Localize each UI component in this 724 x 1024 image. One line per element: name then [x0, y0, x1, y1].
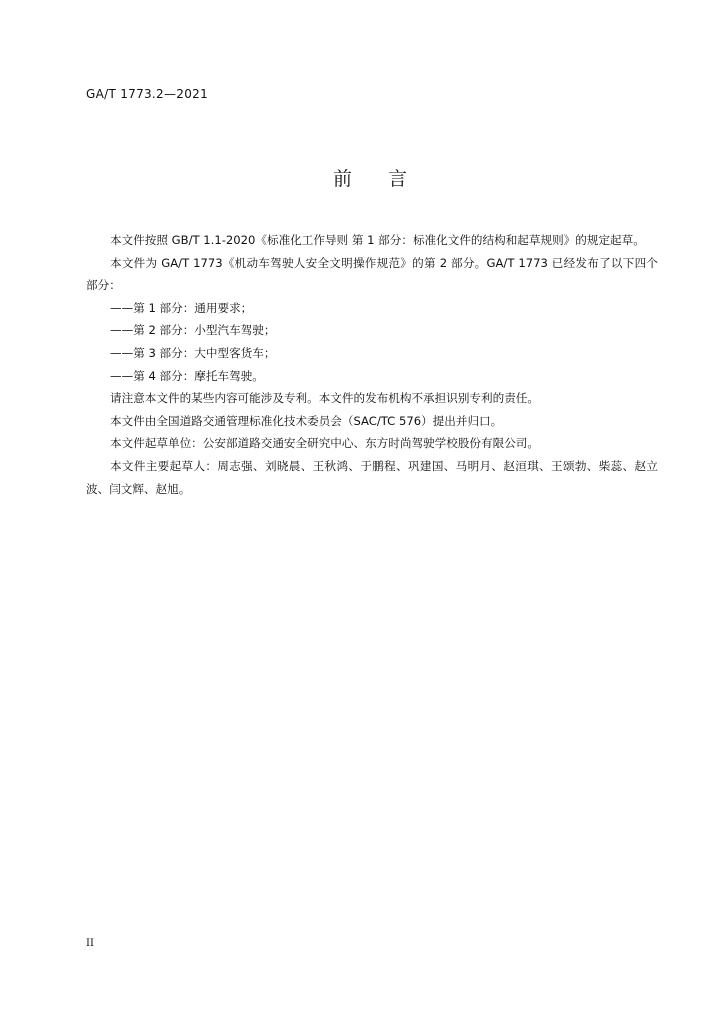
document-code-header: GA/T 1773.2—2021: [86, 87, 209, 101]
list-item-part-3: ——第 3 部分：大中型客货车；: [110, 345, 276, 360]
list-item-part-4: ——第 4 部分：摩托车驾驶。: [110, 368, 264, 383]
paragraph-drafting-units: 本文件起草单位：公安部道路交通安全研究中心、东方时尚驾驶学校股份有限公司。: [110, 436, 539, 451]
paragraph-series-intro: 本文件为 GA/T 1773《机动车驾驶人安全文明操作规范》的第 2 部分。GA/T 1773 已经发布了以下四个部分：: [86, 255, 658, 293]
list-item-part-1: ——第 1 部分：通用要求；: [110, 300, 253, 315]
paragraph-drafting-rules: 本文件按照 GB/T 1.1-2020《标准化工作导则 第 1 部分：标准化文件的结构和起草规则》的规定起草。: [110, 233, 645, 247]
page-number: II: [86, 938, 94, 949]
paragraph-drafters: 本文件主要起草人：周志强、刘晓晨、王秋鸿、于鹏程、巩建国、马明月、赵洹琪、王颂勃、柴蕊、赵立波、闫文辉、赵旭。: [86, 458, 658, 496]
paragraph-proposer: 本文件由全国道路交通管理标准化技术委员会（SAC/TC 576）提出并归口。: [110, 413, 503, 428]
foreword-body: [86, 229, 658, 500]
paragraph-patent-notice: 请注意本文件的某些内容可能涉及专利。本文件的发布机构不承担识别专利的责任。: [110, 391, 539, 406]
page-title: 前言: [332, 168, 443, 190]
list-item-part-2: ——第 2 部分：小型汽车驾驶；: [110, 323, 276, 338]
